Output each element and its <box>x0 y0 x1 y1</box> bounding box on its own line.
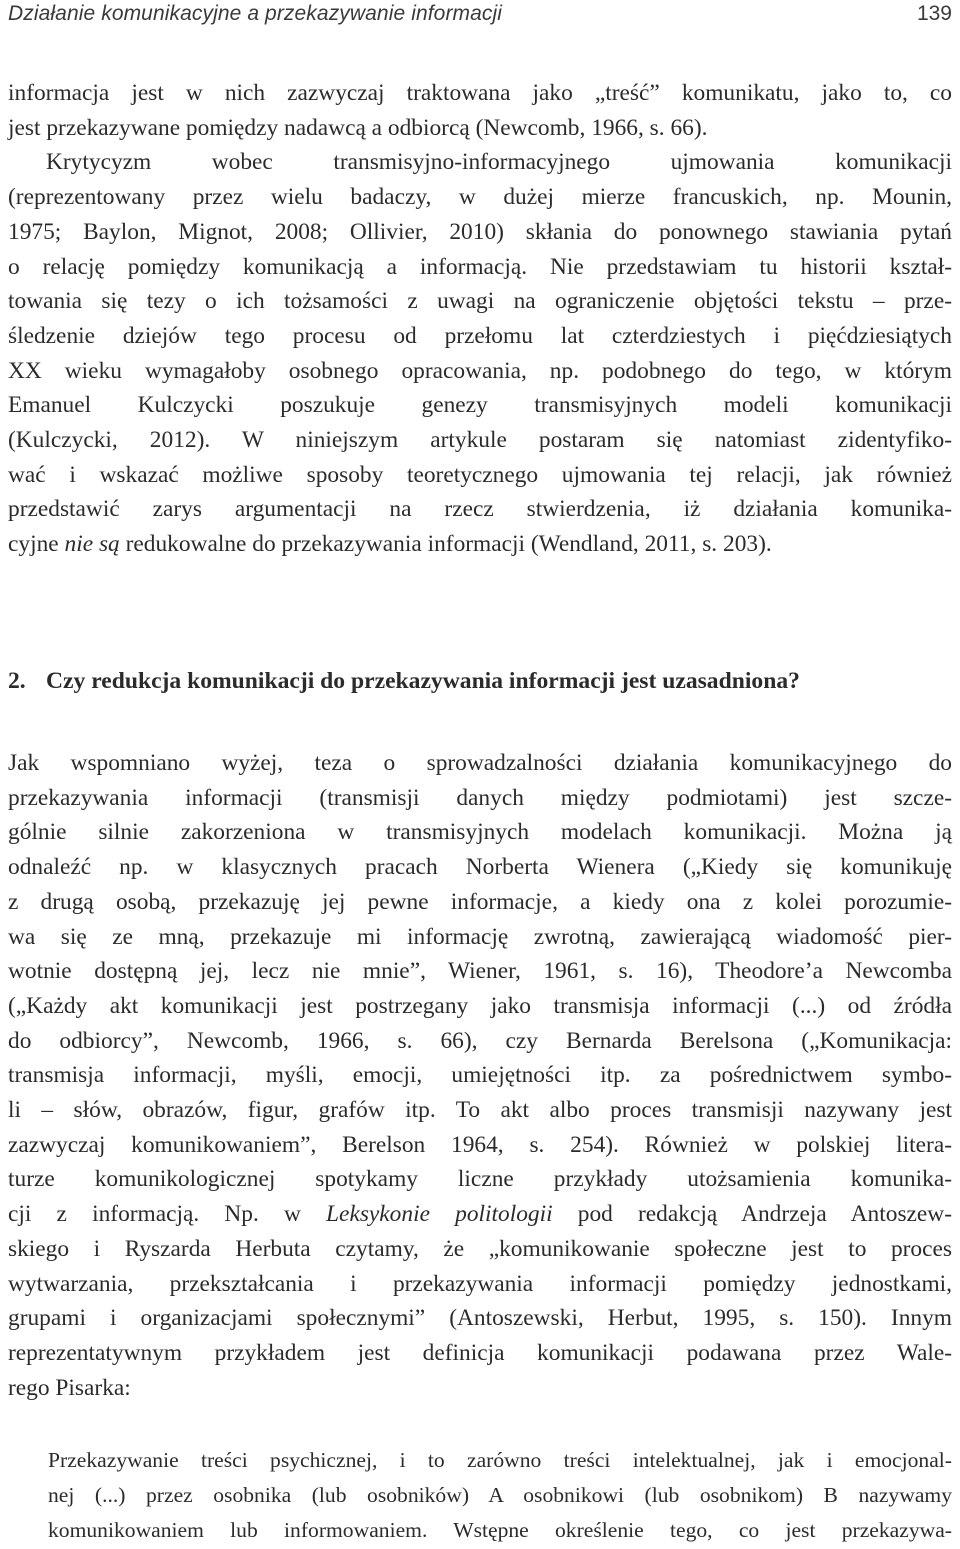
quote-line: Przekazywanie treści psychicznej, i to zarówno treści intelektualnej, jak i emocjonal- <box>48 1448 952 1472</box>
text-line: (Kulczycki, 2012). W niniejszym artykule postaram się natomiast zidentyfiko- <box>8 427 952 454</box>
book-title: Leksykonie politologii <box>326 1201 553 1228</box>
text-line: informacja jest w nich zazwyczaj traktowana jako „treść” komunikatu, jako to, co <box>8 80 952 106</box>
text-line: rego Pisarka: <box>8 1374 131 1401</box>
text-line: gólnie silnie zakorzeniona w transmisyjnych modelach komunikacji. Można ją <box>8 819 952 846</box>
text-line <box>8 1197 952 1232</box>
text-line: skiego i Ryszarda Herbuta czytamy, że „komunikowanie społeczne jest to proces <box>8 1235 952 1262</box>
text-line: wytwarzania, przekształcania i przekazywania informacji pomiędzy jednostkami, <box>8 1270 952 1297</box>
paragraph-top <box>8 76 952 562</box>
text-line: („Każdy akt komunikacji jest postrzegany jako transmisja informacji (...) od źródła <box>8 992 952 1019</box>
text-run: pod redakcją Andrzeja Antoszew- <box>552 1201 952 1228</box>
section-number: 2. <box>8 668 26 694</box>
text-line: towania się tezy o ich tożsamości z uwagi na ograniczenie objętości tekstu – prze- <box>8 288 952 315</box>
text-line: do odbiorcy”, Newcomb, 1966, s. 66), czy Bernarda Berelsona („Komunikacja: <box>8 1027 952 1054</box>
page-number: 139 <box>916 2 952 25</box>
emphasis: nie są <box>64 531 120 558</box>
text-line: jest przekazywane pomiędzy nadawcą a odbiorcą (Newcomb, 1966, s. 66). <box>8 114 708 141</box>
text-line: wać i wskazać możliwe sposoby teoretycznego ujmowania tej relacji, jak również <box>8 461 952 488</box>
text-line: z drugą osobą, przekazuję jej pewne informacje, a kiedy ona z kolei porozumie- <box>8 888 952 915</box>
text-line: śledzenie dziejów tego procesu od przełomu lat czterdziestych i pięćdziesiątych <box>8 322 952 349</box>
text-line: XX wieku wymagałoby osobnego opracowania, np. podobnego do tego, w którym <box>8 357 952 384</box>
text-line: przedstawić zarys argumentacji na rzecz stwierdzenia, iż działania komunika- <box>8 496 952 523</box>
text-line: (reprezentowany przez wielu badaczy, w dużej mierze francuskich, np. Mounin, <box>8 184 952 211</box>
text-line: Emanuel Kulczycki poszukuje genezy transmisyjnych modeli komunikacji <box>8 392 952 419</box>
text-line: transmisja informacji, myśli, emocji, umiejętności itp. za pośrednictwem symbo- <box>8 1062 952 1089</box>
quote-line: nej (...) przez osobnika (lub osobników) A osobnikowi (lub osobnikom) B nazywamy <box>48 1483 952 1507</box>
text-line: odnaleźć np. w klasycznych pracach Norberta Wienera („Kiedy się komunikuję <box>8 854 952 881</box>
text-line: Krytycyzm wobec transmisyjno-informacyjnego ujmowania komunikacji <box>46 149 952 176</box>
paragraph-main <box>8 746 952 1405</box>
section-heading <box>8 668 800 695</box>
text-line <box>8 527 952 562</box>
text-line: Jak wspomniano wyżej, teza o sprowadzalności działania komunikacyjnego do <box>8 750 952 776</box>
text-line: wa się ze mną, przekazuje mi informację zwrotną, zawierającą wiadomość pier- <box>8 923 952 950</box>
running-head <box>8 2 952 32</box>
text-run: cyjne <box>8 531 65 558</box>
text-run: cji z informacją. Np. w <box>8 1201 327 1228</box>
text-line: 1975; Baylon, Mignot, 2008; Ollivier, 2010) skłania do ponownego stawiania pytań <box>8 218 952 245</box>
quote-line: komunikowaniem lub informowaniem. Wstępne określenie tego, co jest przekazywa- <box>48 1518 952 1542</box>
text-line: grupami i organizacjami społecznymi” (Antoszewski, Herbut, 1995, s. 150). Innym <box>8 1305 952 1332</box>
text-run: redukowalne do przekazywania informacji (Wendland, 2011, s. 203). <box>119 531 772 558</box>
running-title: Działanie komunikacyjne a przekazywanie informacji <box>8 2 503 25</box>
text-line: turze komunikologicznej spotykamy liczne przykłady utożsamienia komunika- <box>8 1166 952 1193</box>
text-line: wotnie dostępną jej, lecz nie mnie”, Wiener, 1961, s. 16), Theodore’a Newcomba <box>8 958 952 985</box>
text-line: przekazywania informacji (transmisji danych między podmiotami) jest szcze- <box>8 784 952 811</box>
block-quote <box>48 1443 952 1548</box>
section-title: Czy redukcja komunikacji do przekazywania informacji jest uzasadniona? <box>46 668 800 694</box>
text-line: o relację pomiędzy komunikacją a informacją. Nie przedstawiam tu historii kształ- <box>8 253 952 280</box>
text-line: zazwyczaj komunikowaniem”, Berelson 1964, s. 254). Również w polskiej litera- <box>8 1131 952 1158</box>
text-line: reprezentatywnym przykładem jest definicja komunikacji podawana przez Wale- <box>8 1339 952 1366</box>
text-line: li – słów, obrazów, figur, grafów itp. To akt albo proces transmisji nazywany jest <box>8 1097 952 1124</box>
